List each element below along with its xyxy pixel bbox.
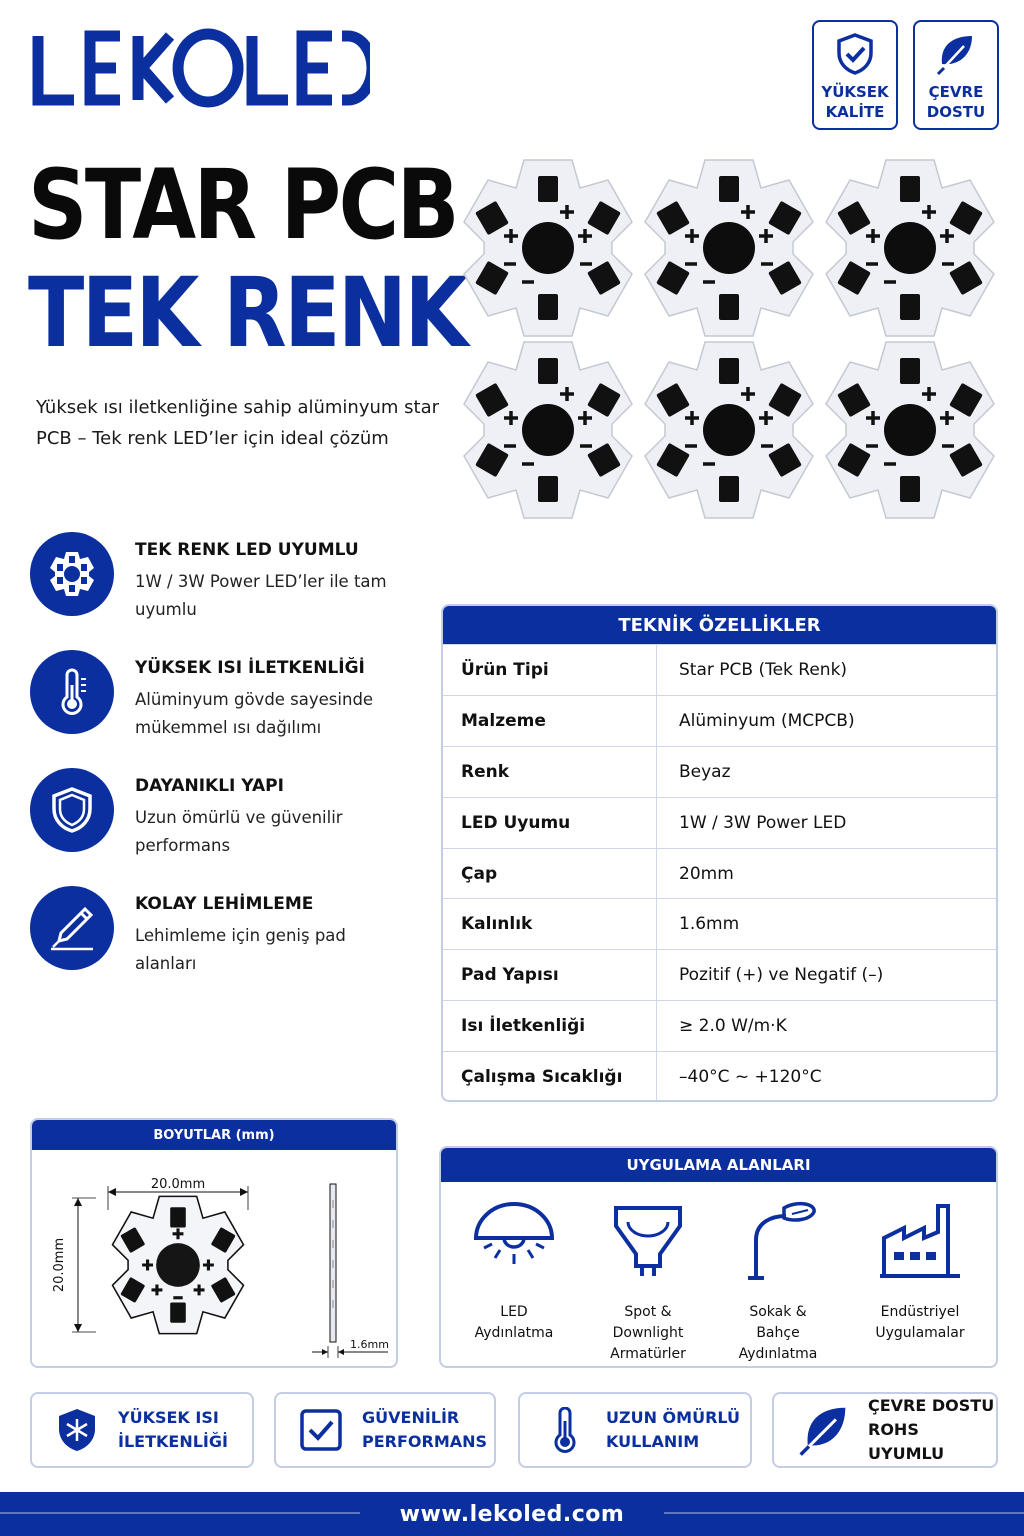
app-label: Spot & Downlight Armatürler [610,1304,686,1362]
leaf-icon [796,1403,850,1457]
spec-key: Isı İletkenliği [443,1001,657,1051]
title-line-1: STAR PCB [28,149,457,261]
spec-key: Pad Yapısı [443,950,657,1000]
table-row [443,797,996,848]
app-label: Endüstriyel Uygulamalar [875,1304,965,1341]
feature-desc: 1W / 3W Power LED’ler ile tam uyumlu [135,572,387,619]
thermometer-icon [542,1407,588,1453]
app-led-lighting [449,1198,579,1344]
footer-bar [0,1492,1024,1536]
footer-divider-left [0,1512,360,1514]
quality-badge [812,20,898,130]
feature-icon-circle [30,532,114,616]
app-industrial [855,1198,985,1344]
eco-badge [913,20,999,130]
feature-icon-circle [30,650,114,734]
spec-value: Pozitif (+) ve Negatif (–) [679,965,884,986]
ceiling-lamp-icon [472,1198,556,1282]
feature-single-color [30,532,410,622]
bottom-badge-heat [30,1392,254,1468]
bottom-badge-reliable [274,1392,496,1468]
feature-title: DAYANIKLI YAPI [135,776,284,796]
spec-key: Ürün Tipi [443,645,657,695]
feature-title: YÜKSEK ISI İLETKENLİĞİ [135,658,365,678]
bottom-badge-long-life [518,1392,752,1468]
bottom-badge-label: YÜKSEK ISI İLETKENLİĞİ [118,1408,228,1451]
bottom-badge-label: ÇEVRE DOSTU ROHS UYUMLU [868,1396,995,1463]
street-lamp-icon [736,1198,820,1282]
footer-divider-right [664,1512,1024,1514]
spec-key: LED Uyumu [443,798,657,848]
spot-bulb-icon [606,1198,690,1282]
table-row [443,949,996,1000]
leaf-icon [934,32,978,76]
feature-icon-circle [30,768,114,852]
feature-icon-circle [30,886,114,970]
thermometer-icon [47,667,97,717]
spec-key: Kalınlık [443,899,657,949]
shield-icon [47,785,97,835]
applications-panel [439,1146,998,1368]
spec-value: Beyaz [679,761,731,782]
factory-icon [878,1198,962,1282]
feature-title: TEK RENK LED UYUMLU [135,540,359,560]
badge-label: ÇEVRE DOSTU [926,83,986,121]
spec-key: Malzeme [443,696,657,746]
bottom-badge-label: GÜVENİLİR PERFORMANS [362,1408,488,1451]
spec-value: Star PCB (Tek Renk) [679,659,848,680]
dimensions-panel [30,1118,398,1368]
app-street-garden [713,1198,843,1365]
checkbox-icon [298,1407,344,1453]
badge-label: YÜKSEK KALİTE [821,83,889,121]
bottom-badge-label: UZUN ÖMÜRLÜ KULLANIM [606,1408,740,1451]
title-line-2: TEK RENK [28,257,466,369]
spec-key: Renk [443,747,657,797]
feature-durable [30,768,410,858]
shield-check-icon [833,32,877,76]
table-row [443,848,996,899]
feature-desc: Alüminyum gövde sayesinde mükemmel ısı dağılımı [135,690,374,737]
feature-easy-soldering [30,886,410,976]
lekoled-logo [30,28,370,108]
star-pcb-product-image [456,156,1002,522]
star-pcb-icon [47,549,97,599]
technical-specs-table [441,604,998,1102]
feature-title: KOLAY LEHİMLEME [135,894,314,914]
table-row [443,746,996,797]
height-label: 20.0mm [52,1237,67,1293]
spec-value: ≥ 2.0 W/m·K [679,1016,787,1037]
spec-value: 1W / 3W Power LED [679,812,847,833]
app-label: Sokak & Bahçe Aydınlatma [738,1304,818,1362]
spec-key: Çalışma Sıcaklığı [443,1052,657,1102]
table-row [443,695,996,746]
thickness-label: 1.6mm [350,1338,389,1351]
soldering-pen-icon [47,903,97,953]
spec-key: Çap [443,849,657,899]
feature-heat-conductivity [30,650,410,740]
table-row [443,1000,996,1051]
dimensions-title: BOYUTLAR (mm) [32,1120,396,1150]
spec-value: 1.6mm [679,914,740,935]
app-label: LED Aydınlatma [474,1304,554,1341]
table-row [443,898,996,949]
dimension-drawing [32,1150,396,1366]
feature-desc: Lehimleme için geniş pad alanları [135,926,346,973]
snowflake-shield-icon [54,1407,100,1453]
feature-desc: Uzun ömürlü ve güvenilir performans [135,808,343,855]
applications-title: UYGULAMA ALANLARI [441,1148,996,1182]
width-label: 20.0mm [150,1177,206,1192]
specs-title: TEKNİK ÖZELLİKLER [443,606,996,644]
table-row [443,1051,996,1102]
bottom-badge-eco-rohs [772,1392,998,1468]
spec-value: –40°C ~ +120°C [679,1067,822,1088]
hero-subtitle: Yüksek ısı iletkenliğine sahip alüminyum star PCB – Tek renk LED’ler için ideal çözüm [36,397,440,449]
app-spot-downlight [583,1198,713,1365]
spec-value: 20mm [679,863,734,884]
spec-value: Alüminyum (MCPCB) [679,710,855,731]
website-link[interactable]: www.lekoled.com [399,1501,625,1527]
table-row [443,644,996,695]
